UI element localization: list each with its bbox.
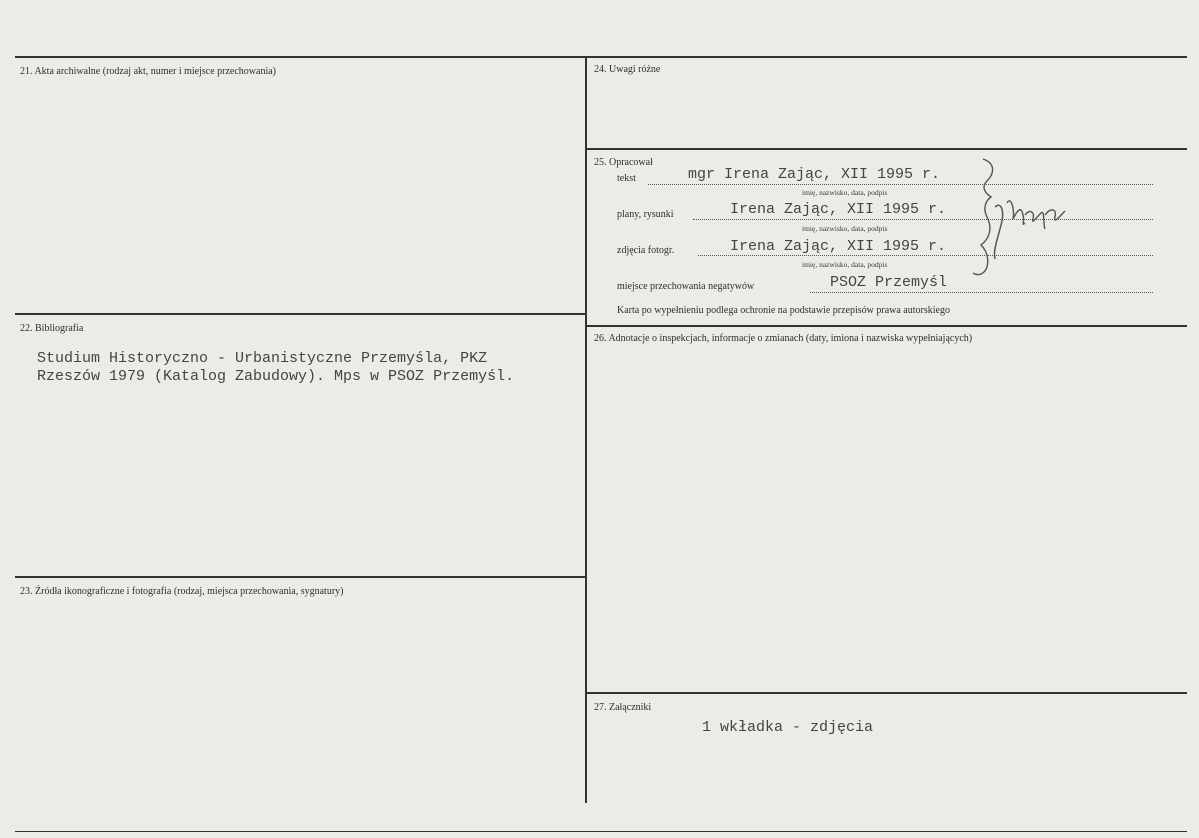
copyright-notice: Karta po wypełnieniu podlega ochronie na podstawie przepisów prawa autorskiego: [617, 305, 950, 316]
attachments-text: 1 wkładka - zdjęcia: [702, 719, 874, 736]
row-plany-hint: imię, nazwisko, data, podpis: [802, 224, 888, 233]
row-zdjecia-hint: imię, nazwisko, data, podpis: [802, 260, 888, 269]
rule-right-27: [587, 692, 1187, 694]
top-rule: [15, 56, 1187, 58]
bottom-rule: [15, 831, 1187, 832]
negatives-value: PSOZ Przemyśl: [830, 274, 948, 291]
rule-left-23: [15, 576, 585, 578]
section-24-label: 24. Uwagi różne: [594, 64, 661, 75]
rule-left-22: [15, 313, 585, 315]
row-plany-label: plany, rysunki: [617, 209, 674, 220]
row-zdjecia-value: Irena Zając, XII 1995 r.: [730, 238, 947, 255]
bibliography-line-1: Studium Historyczno - Urbanistyczne Przemyśla, PKZ: [37, 350, 488, 367]
row-tekst-label: tekst: [617, 173, 636, 184]
rule-right-25: [587, 148, 1187, 150]
rule-right-26: [587, 325, 1187, 327]
bibliography-line-2: Rzeszów 1979 (Katalog Zabudowy). Mps w PSOZ Przemyśl.: [37, 368, 515, 385]
row-zdjecia-label: zdjęcia fotogr.: [617, 245, 675, 256]
negatives-line: [810, 292, 1153, 293]
section-22-label: 22. Bibliografia: [20, 323, 84, 334]
negatives-label: miejsce przechowania negatywów: [617, 281, 755, 292]
section-25-label: 25. Opracował: [594, 157, 653, 168]
section-27-label: 27. Załączniki: [594, 702, 652, 713]
row-tekst-value: mgr Irena Zając, XII 1995 r.: [688, 166, 941, 183]
center-divider: [585, 56, 587, 803]
row-plany-value: Irena Zając, XII 1995 r.: [730, 201, 947, 218]
section-26-label: 26. Adnotacje o inspekcjach, informacje o zmianach (daty, imiona i nazwiska wypełniających): [594, 333, 973, 344]
section-21-label: 21. Akta archiwalne (rodzaj akt, numer i miejsce przechowania): [20, 66, 277, 77]
handwritten-signature: [965, 155, 1085, 280]
section-23-label: 23. Źródła ikonograficzne i fotografia (rodzaj, miejsca przechowania, sygnatury): [20, 586, 344, 597]
row-tekst-hint: imię, nazwisko, data, podpis: [802, 188, 888, 197]
